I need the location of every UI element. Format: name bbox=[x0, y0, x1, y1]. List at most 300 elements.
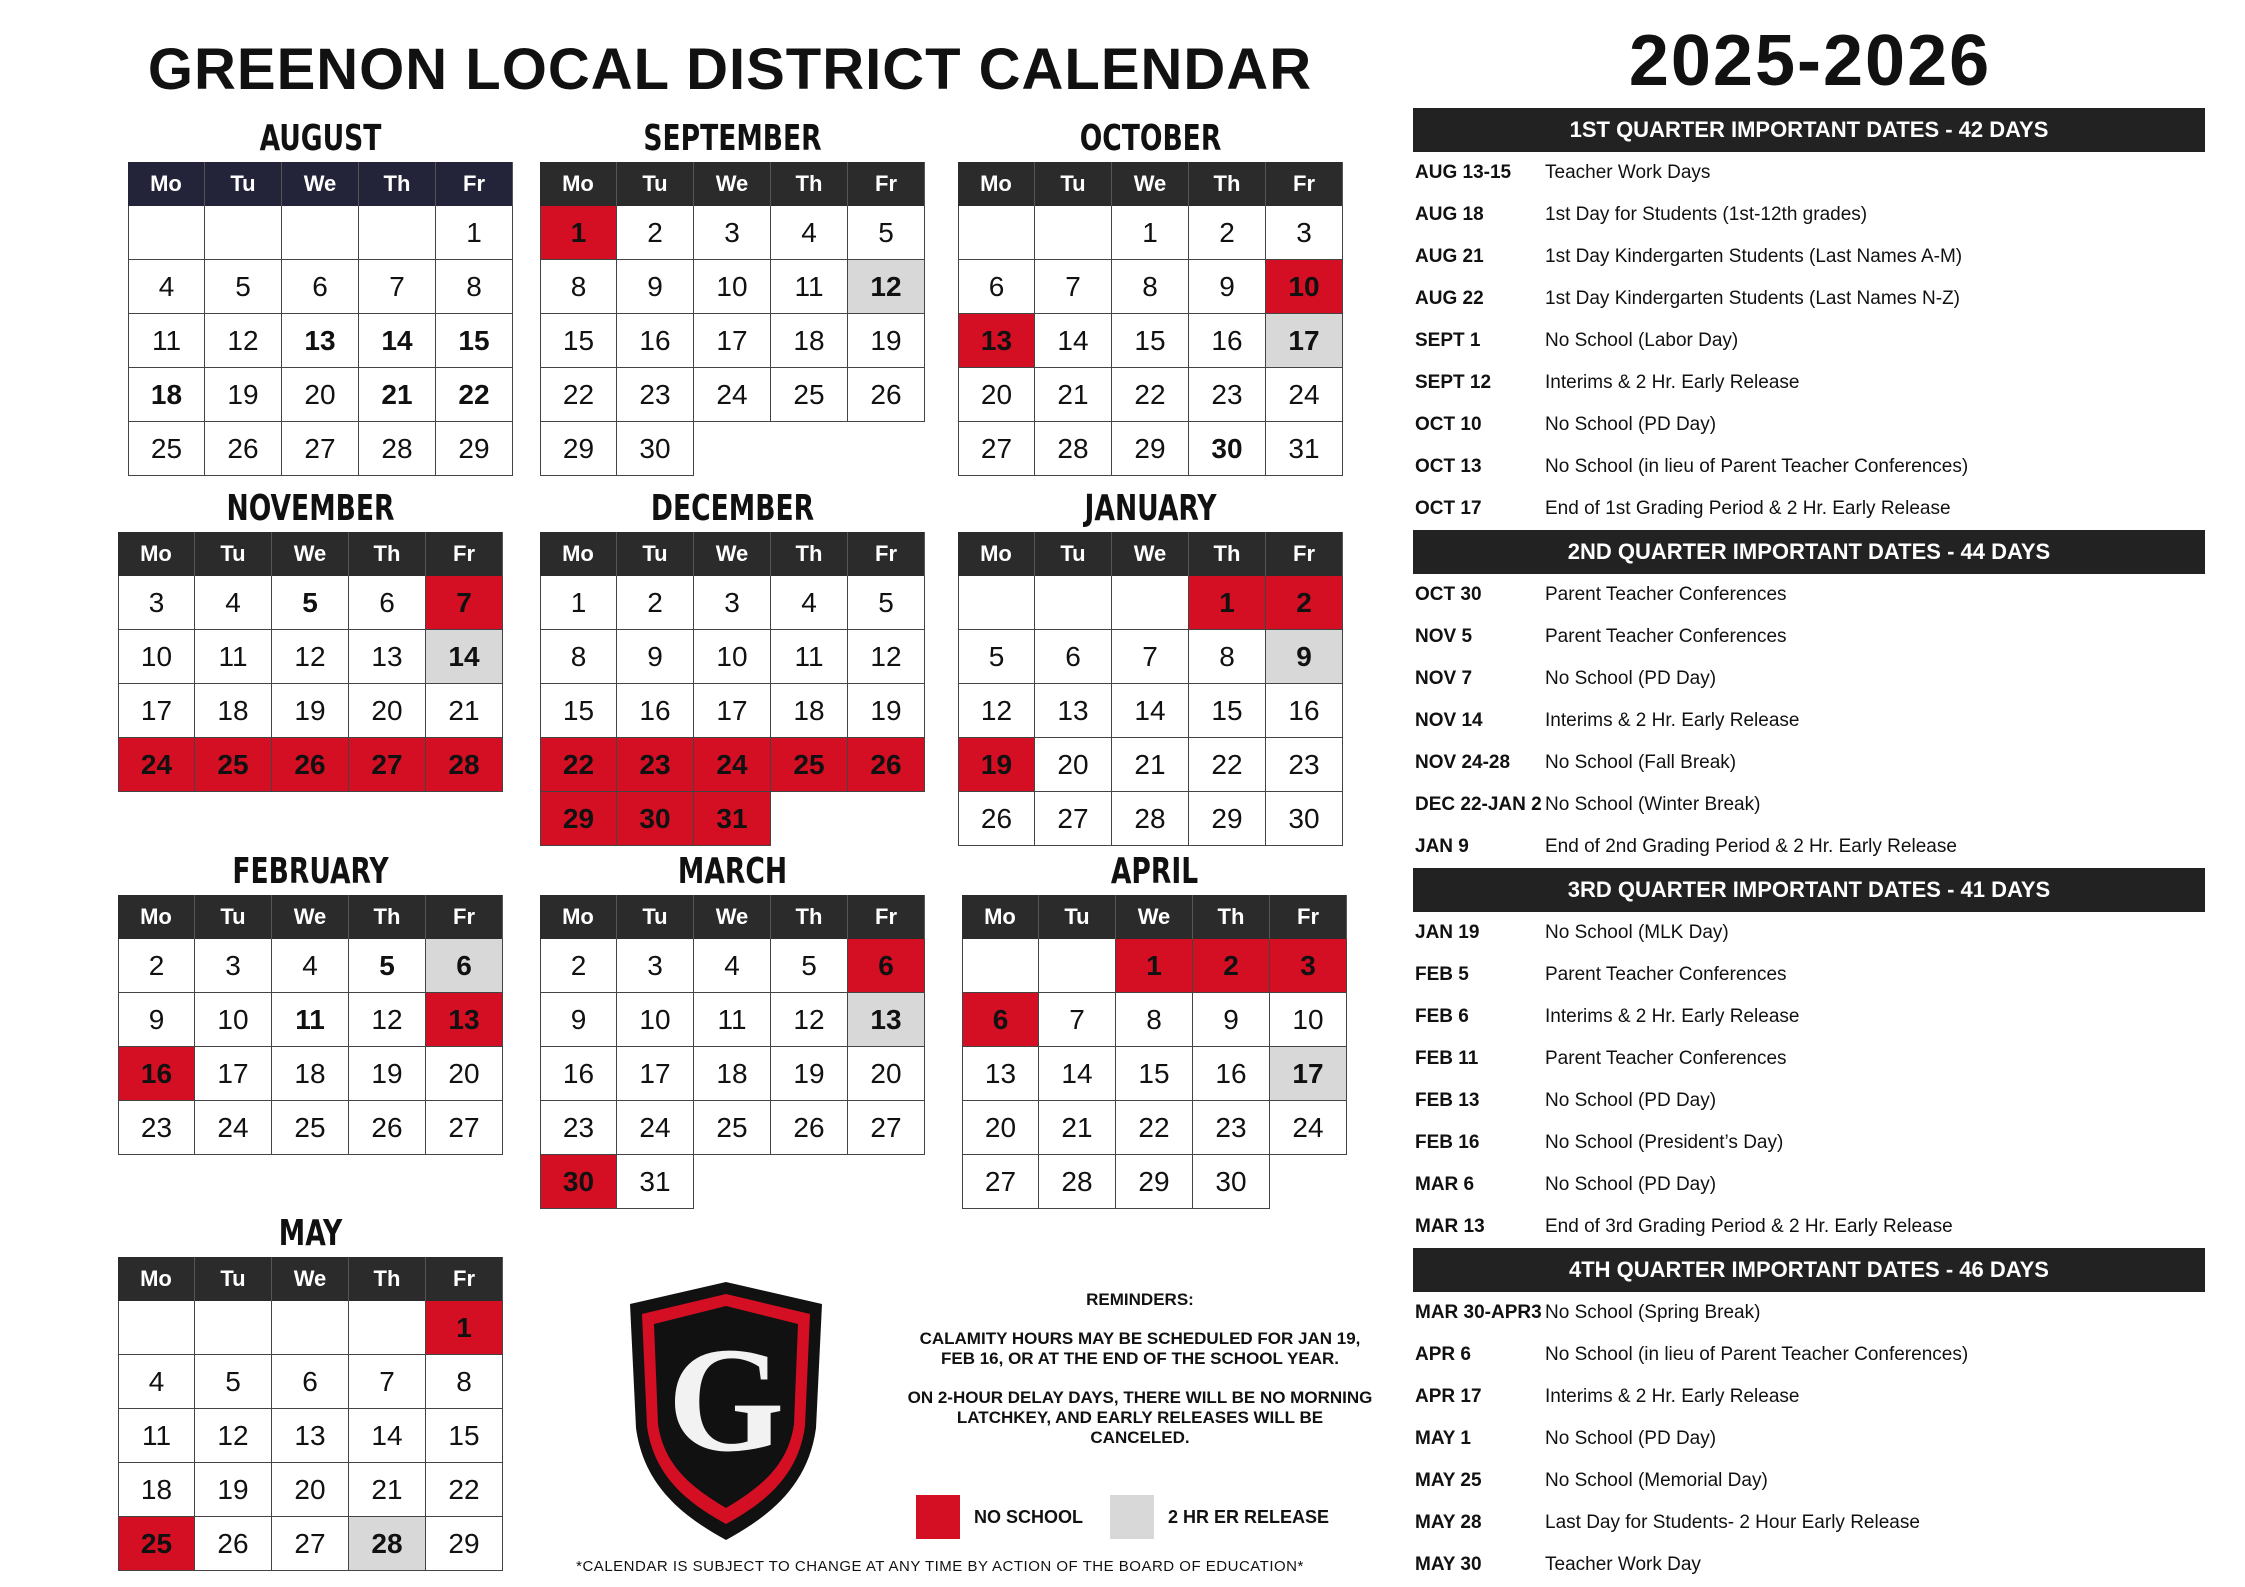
day-cell: 18 bbox=[694, 1047, 771, 1101]
weekday-header: Tu bbox=[195, 1257, 272, 1301]
day-cell: 9 bbox=[1189, 260, 1266, 314]
day-cell bbox=[958, 206, 1035, 260]
event-description: No School (PD Day) bbox=[1545, 1174, 1717, 1195]
day-cell: 10 bbox=[118, 630, 195, 684]
day-cell: 9 bbox=[118, 993, 195, 1047]
important-date-row bbox=[1413, 1122, 2205, 1164]
important-date-row bbox=[1413, 742, 2205, 784]
logo-letter: G bbox=[667, 1317, 785, 1483]
day-cell bbox=[694, 1155, 771, 1209]
day-cell: 19 bbox=[272, 684, 349, 738]
day-cell: 5 bbox=[958, 630, 1035, 684]
important-date-row bbox=[1413, 1460, 2205, 1502]
day-cell: 15 bbox=[1116, 1047, 1193, 1101]
day-cell: 6 bbox=[282, 260, 359, 314]
weekday-header: We bbox=[272, 895, 349, 939]
event-date: AUG 22 bbox=[1415, 288, 1484, 309]
month-grid bbox=[540, 162, 925, 476]
day-cell: 10 bbox=[1266, 260, 1343, 314]
month-grid bbox=[128, 162, 513, 476]
day-cell: 11 bbox=[771, 630, 848, 684]
day-cell: 15 bbox=[436, 314, 513, 368]
day-cell: 23 bbox=[617, 738, 694, 792]
month-name: AUGUST bbox=[259, 118, 382, 159]
day-cell: 29 bbox=[540, 792, 617, 846]
important-date-row bbox=[1413, 912, 2205, 954]
event-description: Interims & 2 Hr. Early Release bbox=[1545, 710, 1800, 731]
day-cell: 30 bbox=[1189, 422, 1266, 476]
day-cell: 20 bbox=[962, 1101, 1039, 1155]
event-date: OCT 30 bbox=[1415, 584, 1482, 605]
weekday-header: Tu bbox=[195, 895, 272, 939]
day-cell bbox=[771, 422, 848, 476]
day-cell: 6 bbox=[848, 939, 925, 993]
day-cell: 18 bbox=[771, 684, 848, 738]
day-cell: 13 bbox=[962, 1047, 1039, 1101]
day-cell: 12 bbox=[848, 630, 925, 684]
day-cell: 23 bbox=[617, 368, 694, 422]
day-cell: 25 bbox=[118, 1517, 195, 1571]
weekday-header: Fr bbox=[848, 532, 925, 576]
month-name: JANUARY bbox=[1084, 488, 1217, 529]
reminders bbox=[905, 1290, 1375, 1467]
event-date: MAY 1 bbox=[1415, 1428, 1471, 1449]
important-date-row bbox=[1413, 446, 2205, 488]
event-date: AUG 18 bbox=[1415, 204, 1484, 225]
day-cell: 25 bbox=[771, 368, 848, 422]
day-cell: 30 bbox=[540, 1155, 617, 1209]
day-cell: 20 bbox=[958, 368, 1035, 422]
day-cell: 11 bbox=[118, 1409, 195, 1463]
month-grid bbox=[540, 895, 925, 1209]
day-cell: 13 bbox=[848, 993, 925, 1047]
day-cell bbox=[1112, 576, 1189, 630]
weekday-header: Fr bbox=[426, 895, 503, 939]
day-cell: 9 bbox=[617, 630, 694, 684]
day-cell: 20 bbox=[272, 1463, 349, 1517]
weekday-header: Mo bbox=[958, 162, 1035, 206]
day-cell: 31 bbox=[617, 1155, 694, 1209]
day-cell: 27 bbox=[349, 738, 426, 792]
page-title: GREENON LOCAL DISTRICT CALENDAR bbox=[147, 37, 1313, 102]
day-cell: 20 bbox=[426, 1047, 503, 1101]
event-date: MAY 30 bbox=[1415, 1554, 1482, 1575]
day-cell: 6 bbox=[272, 1355, 349, 1409]
day-cell: 12 bbox=[349, 993, 426, 1047]
weekday-header: Th bbox=[349, 1257, 426, 1301]
day-cell: 5 bbox=[195, 1355, 272, 1409]
important-date-row bbox=[1413, 278, 2205, 320]
event-date: OCT 17 bbox=[1415, 498, 1482, 519]
month-grid bbox=[118, 532, 503, 792]
day-cell: 19 bbox=[349, 1047, 426, 1101]
day-cell: 12 bbox=[272, 630, 349, 684]
event-date: NOV 24-28 bbox=[1415, 752, 1511, 773]
important-date-row bbox=[1413, 996, 2205, 1038]
day-cell: 17 bbox=[1266, 314, 1343, 368]
weekday-header: Th bbox=[1189, 162, 1266, 206]
day-cell: 22 bbox=[436, 368, 513, 422]
day-cell: 28 bbox=[1035, 422, 1112, 476]
day-cell: 22 bbox=[1189, 738, 1266, 792]
day-cell: 17 bbox=[694, 684, 771, 738]
weekday-header: Mo bbox=[540, 895, 617, 939]
day-cell: 24 bbox=[694, 368, 771, 422]
day-cell: 27 bbox=[1035, 792, 1112, 846]
day-cell: 31 bbox=[694, 792, 771, 846]
day-cell: 15 bbox=[426, 1409, 503, 1463]
event-description: Interims & 2 Hr. Early Release bbox=[1545, 372, 1800, 393]
day-cell: 6 bbox=[1035, 630, 1112, 684]
day-cell: 5 bbox=[848, 576, 925, 630]
early-release-swatch bbox=[1110, 1495, 1154, 1539]
day-cell: 4 bbox=[272, 939, 349, 993]
school-year: 2025-2026 bbox=[1628, 21, 1992, 101]
day-cell bbox=[962, 939, 1039, 993]
legend-early-release-label: 2 HR ER RELEASE bbox=[1168, 1506, 1330, 1527]
day-cell: 2 bbox=[1193, 939, 1270, 993]
weekday-header: We bbox=[1112, 532, 1189, 576]
event-description: Interims & 2 Hr. Early Release bbox=[1545, 1386, 1800, 1407]
day-cell: 2 bbox=[617, 206, 694, 260]
important-dates-panel bbox=[1413, 108, 2205, 1586]
day-cell: 15 bbox=[540, 314, 617, 368]
day-cell: 3 bbox=[694, 576, 771, 630]
event-date: FEB 13 bbox=[1415, 1090, 1480, 1111]
day-cell: 25 bbox=[694, 1101, 771, 1155]
day-cell: 11 bbox=[272, 993, 349, 1047]
day-cell: 22 bbox=[426, 1463, 503, 1517]
day-cell bbox=[771, 792, 848, 846]
day-cell bbox=[1035, 576, 1112, 630]
event-description: No School (in lieu of Parent Teacher Conferences) bbox=[1545, 1344, 1969, 1365]
event-description: No School (PD Day) bbox=[1545, 414, 1717, 435]
day-cell: 11 bbox=[195, 630, 272, 684]
quarter-heading: 4TH QUARTER IMPORTANT DATES - 46 DAYS bbox=[1413, 1248, 2205, 1292]
day-cell bbox=[195, 1301, 272, 1355]
day-cell: 18 bbox=[771, 314, 848, 368]
day-cell bbox=[128, 206, 205, 260]
quarter-heading: 1ST QUARTER IMPORTANT DATES - 42 DAYS bbox=[1413, 108, 2205, 152]
day-cell: 12 bbox=[205, 314, 282, 368]
month-name: OCTOBER bbox=[1079, 118, 1222, 159]
important-date-row bbox=[1413, 236, 2205, 278]
day-cell: 17 bbox=[617, 1047, 694, 1101]
weekday-header: We bbox=[1116, 895, 1193, 939]
event-date: MAR 13 bbox=[1415, 1216, 1485, 1237]
weekday-header: Fr bbox=[1270, 895, 1347, 939]
event-description: Interims & 2 Hr. Early Release bbox=[1545, 1006, 1800, 1027]
weekday-header: Tu bbox=[195, 532, 272, 576]
weekday-header: Th bbox=[349, 895, 426, 939]
weekday-header: Mo bbox=[958, 532, 1035, 576]
event-description: 1st Day for Students (1st-12th grades) bbox=[1545, 204, 1868, 225]
event-description: No School (President’s Day) bbox=[1545, 1132, 1784, 1153]
event-description: No School (Labor Day) bbox=[1545, 330, 1739, 351]
weekday-header: Mo bbox=[118, 895, 195, 939]
month-grid bbox=[118, 1257, 503, 1571]
day-cell: 27 bbox=[282, 422, 359, 476]
day-cell: 25 bbox=[272, 1101, 349, 1155]
month-name: APRIL bbox=[1110, 851, 1199, 892]
day-cell: 26 bbox=[349, 1101, 426, 1155]
important-date-row bbox=[1413, 784, 2205, 826]
day-cell: 3 bbox=[118, 576, 195, 630]
event-date: NOV 5 bbox=[1415, 626, 1473, 647]
event-date: NOV 7 bbox=[1415, 668, 1473, 689]
day-cell: 5 bbox=[771, 939, 848, 993]
day-cell: 24 bbox=[1270, 1101, 1347, 1155]
event-description: No School (in lieu of Parent Teacher Conferences) bbox=[1545, 456, 1969, 477]
event-description: End of 1st Grading Period & 2 Hr. Early Release bbox=[1545, 498, 1951, 519]
day-cell: 22 bbox=[540, 738, 617, 792]
event-description: Last Day for Students- 2 Hour Early Release bbox=[1545, 1512, 1920, 1533]
event-description: No School (Winter Break) bbox=[1545, 794, 1761, 815]
weekday-header: We bbox=[272, 1257, 349, 1301]
weekday-header: Tu bbox=[1035, 162, 1112, 206]
event-description: 1st Day Kindergarten Students (Last Names A-M) bbox=[1545, 246, 1963, 267]
quarter-heading: 3RD QUARTER IMPORTANT DATES - 41 DAYS bbox=[1413, 868, 2205, 912]
day-cell: 16 bbox=[540, 1047, 617, 1101]
day-cell: 28 bbox=[359, 422, 436, 476]
event-date: DEC 22-JAN 2 bbox=[1415, 794, 1542, 815]
day-cell bbox=[694, 422, 771, 476]
weekday-header: Mo bbox=[962, 895, 1039, 939]
day-cell: 15 bbox=[540, 684, 617, 738]
month-grid bbox=[958, 532, 1343, 846]
day-cell: 5 bbox=[848, 206, 925, 260]
day-cell: 12 bbox=[195, 1409, 272, 1463]
weekday-header: Fr bbox=[848, 895, 925, 939]
event-date: MAR 6 bbox=[1415, 1174, 1475, 1195]
day-cell: 11 bbox=[128, 314, 205, 368]
day-cell: 7 bbox=[359, 260, 436, 314]
day-cell: 1 bbox=[540, 576, 617, 630]
day-cell: 5 bbox=[349, 939, 426, 993]
important-date-row bbox=[1413, 1376, 2205, 1418]
day-cell: 29 bbox=[436, 422, 513, 476]
day-cell: 8 bbox=[436, 260, 513, 314]
event-description: No School (MLK Day) bbox=[1545, 922, 1729, 943]
day-cell: 10 bbox=[617, 993, 694, 1047]
event-date: FEB 5 bbox=[1415, 964, 1469, 985]
important-date-row bbox=[1413, 1418, 2205, 1460]
day-cell: 26 bbox=[272, 738, 349, 792]
day-cell bbox=[848, 1155, 925, 1209]
day-cell: 2 bbox=[617, 576, 694, 630]
important-date-row bbox=[1413, 954, 2205, 996]
event-description: Teacher Work Days bbox=[1545, 162, 1711, 183]
day-cell: 2 bbox=[540, 939, 617, 993]
weekday-header: We bbox=[694, 162, 771, 206]
day-cell: 22 bbox=[1116, 1101, 1193, 1155]
event-description: No School (PD Day) bbox=[1545, 668, 1717, 689]
day-cell: 21 bbox=[359, 368, 436, 422]
weekday-header: We bbox=[694, 895, 771, 939]
day-cell: 8 bbox=[540, 630, 617, 684]
day-cell: 16 bbox=[1193, 1047, 1270, 1101]
day-cell: 14 bbox=[359, 314, 436, 368]
event-description: 1st Day Kindergarten Students (Last Names N-Z) bbox=[1545, 288, 1961, 309]
day-cell: 26 bbox=[848, 368, 925, 422]
day-cell: 23 bbox=[118, 1101, 195, 1155]
event-description: No School (Memorial Day) bbox=[1545, 1470, 1768, 1491]
day-cell: 16 bbox=[617, 684, 694, 738]
day-cell: 24 bbox=[694, 738, 771, 792]
weekday-header: Th bbox=[349, 532, 426, 576]
legend-no-school bbox=[916, 1495, 1083, 1539]
day-cell: 29 bbox=[1189, 792, 1266, 846]
day-cell: 16 bbox=[1189, 314, 1266, 368]
important-date-row bbox=[1413, 320, 2205, 362]
event-description: Teacher Work Day bbox=[1545, 1554, 1701, 1575]
day-cell: 24 bbox=[617, 1101, 694, 1155]
day-cell: 24 bbox=[195, 1101, 272, 1155]
no-school-swatch bbox=[916, 1495, 960, 1539]
day-cell bbox=[359, 206, 436, 260]
day-cell: 23 bbox=[1266, 738, 1343, 792]
day-cell: 6 bbox=[958, 260, 1035, 314]
event-description: End of 3rd Grading Period & 2 Hr. Early Release bbox=[1545, 1216, 1953, 1237]
day-cell: 7 bbox=[1035, 260, 1112, 314]
day-cell: 25 bbox=[128, 422, 205, 476]
day-cell: 4 bbox=[128, 260, 205, 314]
important-date-row bbox=[1413, 574, 2205, 616]
day-cell: 26 bbox=[848, 738, 925, 792]
day-cell bbox=[848, 422, 925, 476]
day-cell: 14 bbox=[1112, 684, 1189, 738]
month-name: MARCH bbox=[677, 851, 788, 892]
district-shield-logo bbox=[626, 1278, 826, 1544]
day-cell: 16 bbox=[617, 314, 694, 368]
event-date: AUG 21 bbox=[1415, 246, 1484, 267]
important-date-row bbox=[1413, 826, 2205, 868]
important-date-row bbox=[1413, 616, 2205, 658]
day-cell: 3 bbox=[1266, 206, 1343, 260]
weekday-header: Fr bbox=[1266, 532, 1343, 576]
day-cell: 29 bbox=[426, 1517, 503, 1571]
day-cell: 10 bbox=[195, 993, 272, 1047]
important-date-row bbox=[1413, 1164, 2205, 1206]
weekday-header: Fr bbox=[848, 162, 925, 206]
day-cell: 20 bbox=[349, 684, 426, 738]
day-cell: 12 bbox=[848, 260, 925, 314]
day-cell: 2 bbox=[118, 939, 195, 993]
day-cell: 5 bbox=[272, 576, 349, 630]
day-cell: 29 bbox=[1112, 422, 1189, 476]
event-date: JAN 19 bbox=[1415, 922, 1480, 943]
day-cell: 20 bbox=[848, 1047, 925, 1101]
legend-early-release bbox=[1110, 1495, 1329, 1539]
day-cell: 14 bbox=[1035, 314, 1112, 368]
day-cell: 3 bbox=[195, 939, 272, 993]
day-cell: 20 bbox=[282, 368, 359, 422]
weekday-header: Tu bbox=[617, 532, 694, 576]
day-cell bbox=[118, 1301, 195, 1355]
day-cell bbox=[272, 1301, 349, 1355]
day-cell: 17 bbox=[118, 684, 195, 738]
event-date: OCT 13 bbox=[1415, 456, 1482, 477]
event-description: No School (Spring Break) bbox=[1545, 1302, 1761, 1323]
day-cell: 27 bbox=[272, 1517, 349, 1571]
day-cell: 26 bbox=[771, 1101, 848, 1155]
event-description: No School (PD Day) bbox=[1545, 1090, 1717, 1111]
day-cell: 4 bbox=[771, 206, 848, 260]
day-cell: 12 bbox=[958, 684, 1035, 738]
day-cell: 8 bbox=[1112, 260, 1189, 314]
important-date-row bbox=[1413, 1544, 2205, 1586]
day-cell: 14 bbox=[349, 1409, 426, 1463]
weekday-header: Mo bbox=[118, 1257, 195, 1301]
day-cell: 21 bbox=[1112, 738, 1189, 792]
day-cell: 21 bbox=[1035, 368, 1112, 422]
event-date: FEB 11 bbox=[1415, 1048, 1479, 1069]
day-cell: 26 bbox=[195, 1517, 272, 1571]
important-date-row bbox=[1413, 1502, 2205, 1544]
day-cell: 15 bbox=[1112, 314, 1189, 368]
day-cell: 29 bbox=[540, 422, 617, 476]
event-description: Parent Teacher Conferences bbox=[1545, 626, 1787, 647]
event-date: JAN 9 bbox=[1415, 836, 1469, 857]
event-date: OCT 10 bbox=[1415, 414, 1482, 435]
weekday-header: Tu bbox=[1035, 532, 1112, 576]
day-cell: 2 bbox=[1266, 576, 1343, 630]
day-cell: 4 bbox=[118, 1355, 195, 1409]
reminders-heading: REMINDERS: bbox=[1086, 1290, 1194, 1309]
important-date-row bbox=[1413, 152, 2205, 194]
day-cell: 27 bbox=[962, 1155, 1039, 1209]
day-cell: 1 bbox=[1116, 939, 1193, 993]
day-cell: 19 bbox=[771, 1047, 848, 1101]
event-description: End of 2nd Grading Period & 2 Hr. Early Release bbox=[1545, 836, 1957, 857]
weekday-header: Tu bbox=[1039, 895, 1116, 939]
day-cell bbox=[848, 792, 925, 846]
important-date-row bbox=[1413, 1206, 2205, 1248]
month-name: NOVEMBER bbox=[226, 488, 395, 529]
day-cell: 18 bbox=[195, 684, 272, 738]
day-cell bbox=[771, 1155, 848, 1209]
event-date: FEB 6 bbox=[1415, 1006, 1469, 1027]
important-date-row bbox=[1413, 700, 2205, 742]
day-cell: 27 bbox=[426, 1101, 503, 1155]
month-name: SEPTEMBER bbox=[643, 118, 822, 159]
day-cell: 6 bbox=[349, 576, 426, 630]
weekday-header: Fr bbox=[436, 162, 513, 206]
important-date-row bbox=[1413, 362, 2205, 404]
day-cell: 3 bbox=[617, 939, 694, 993]
weekday-header: Mo bbox=[118, 532, 195, 576]
event-date: MAR 30-APR3 bbox=[1415, 1302, 1542, 1323]
event-description: No School (PD Day) bbox=[1545, 1428, 1717, 1449]
weekday-header: Th bbox=[771, 162, 848, 206]
month-grid bbox=[958, 162, 1343, 476]
weekday-header: Mo bbox=[128, 162, 205, 206]
day-cell: 9 bbox=[1193, 993, 1270, 1047]
event-date: MAY 28 bbox=[1415, 1512, 1482, 1533]
weekday-header: Th bbox=[771, 532, 848, 576]
weekday-header: Tu bbox=[205, 162, 282, 206]
weekday-header: Mo bbox=[540, 162, 617, 206]
event-date: SEPT 12 bbox=[1415, 372, 1492, 393]
weekday-header: We bbox=[694, 532, 771, 576]
day-cell: 23 bbox=[1189, 368, 1266, 422]
day-cell: 19 bbox=[848, 684, 925, 738]
weekday-header: Mo bbox=[540, 532, 617, 576]
day-cell: 10 bbox=[1270, 993, 1347, 1047]
day-cell: 8 bbox=[1116, 993, 1193, 1047]
day-cell: 9 bbox=[1266, 630, 1343, 684]
day-cell: 17 bbox=[694, 314, 771, 368]
